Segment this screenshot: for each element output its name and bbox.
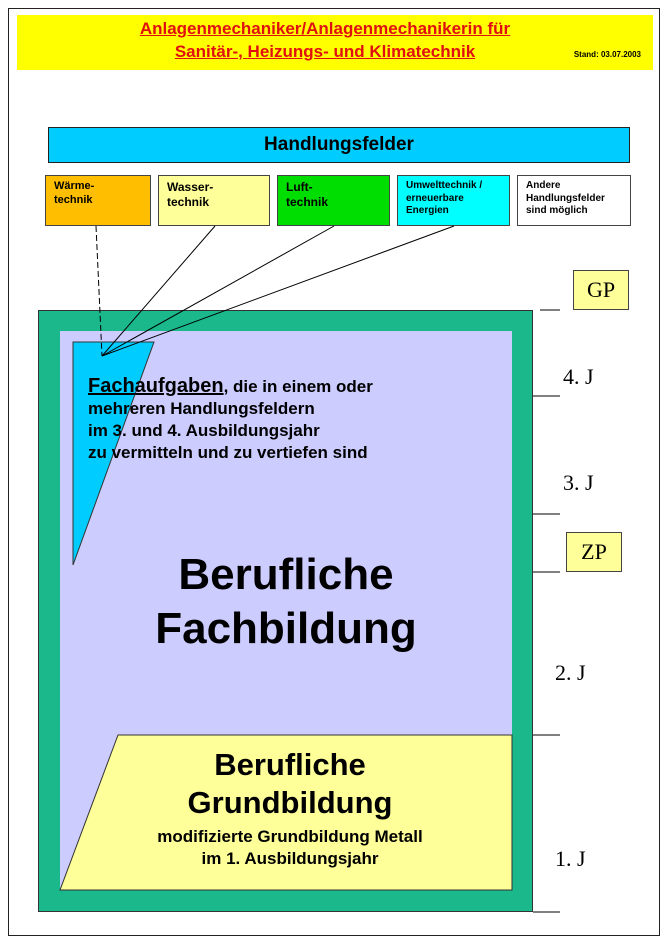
fachaufgaben-text: [88, 375, 373, 464]
field-label-line: Energien: [406, 205, 449, 216]
field-label-line: technik: [54, 193, 93, 206]
field-label-line: technik: [286, 195, 329, 209]
grundbildung-subline: im 1. Ausbildungsjahr: [201, 849, 379, 868]
field-label-line: technik: [167, 195, 210, 209]
grundbildung-line: Grundbildung: [187, 785, 393, 820]
stand-date: Stand: 03.07.2003: [573, 50, 641, 59]
title-line-2: Sanitär-, Heizungs- und Klimatechnik: [174, 42, 476, 61]
connector-line: [102, 226, 215, 356]
zp-milestone: ZP: [566, 532, 622, 572]
title-line-1: Anlagenmechaniker/Anlagenmechanikerin für: [139, 19, 511, 38]
year-1-label: 1. J: [555, 846, 586, 871]
fachaufgaben-line: mehreren Handlungsfeldern: [88, 399, 315, 418]
year-2-label: 2. J: [555, 660, 586, 685]
field-label-line: sind möglich: [526, 205, 588, 216]
connector-line: [102, 226, 334, 356]
field-label-line: erneuerbare: [406, 192, 464, 204]
connector-line: [102, 226, 454, 356]
year-4-label: 4. J: [563, 364, 594, 389]
fachaufgaben-rest: , die in einem oder: [223, 377, 373, 396]
fachbildung-line: Fachbildung: [155, 604, 417, 653]
fachaufgaben-label: Fachaufgaben: [88, 375, 224, 397]
field-label-line: Luft-: [286, 180, 313, 194]
field-label-line: Handlungsfelder: [526, 192, 605, 204]
field-label-line: Umwelttechnik /: [406, 180, 483, 191]
fachaufgaben-line: zu vermitteln und zu vertiefen sind: [88, 443, 368, 462]
handlungsfelder-heading: Handlungsfelder: [48, 127, 630, 163]
grundbildung-subline: modifizierte Grundbildung Metall: [157, 827, 423, 846]
connector-line: [96, 226, 102, 356]
grundbildung-line: Berufliche: [214, 747, 366, 782]
fachbildung-title: [60, 548, 512, 656]
field-label-line: Wasser-: [167, 180, 214, 194]
fachaufgaben-line: im 3. und 4. Ausbildungsjahr: [88, 421, 320, 440]
fachbildung-line: Berufliche: [178, 550, 394, 599]
field-label-line: Wärme-: [54, 180, 95, 192]
year-3-label: 3. J: [563, 470, 594, 495]
grundbildung-text: [95, 746, 485, 870]
gp-milestone: GP: [573, 270, 629, 310]
field-label-line: Andere: [526, 180, 561, 191]
